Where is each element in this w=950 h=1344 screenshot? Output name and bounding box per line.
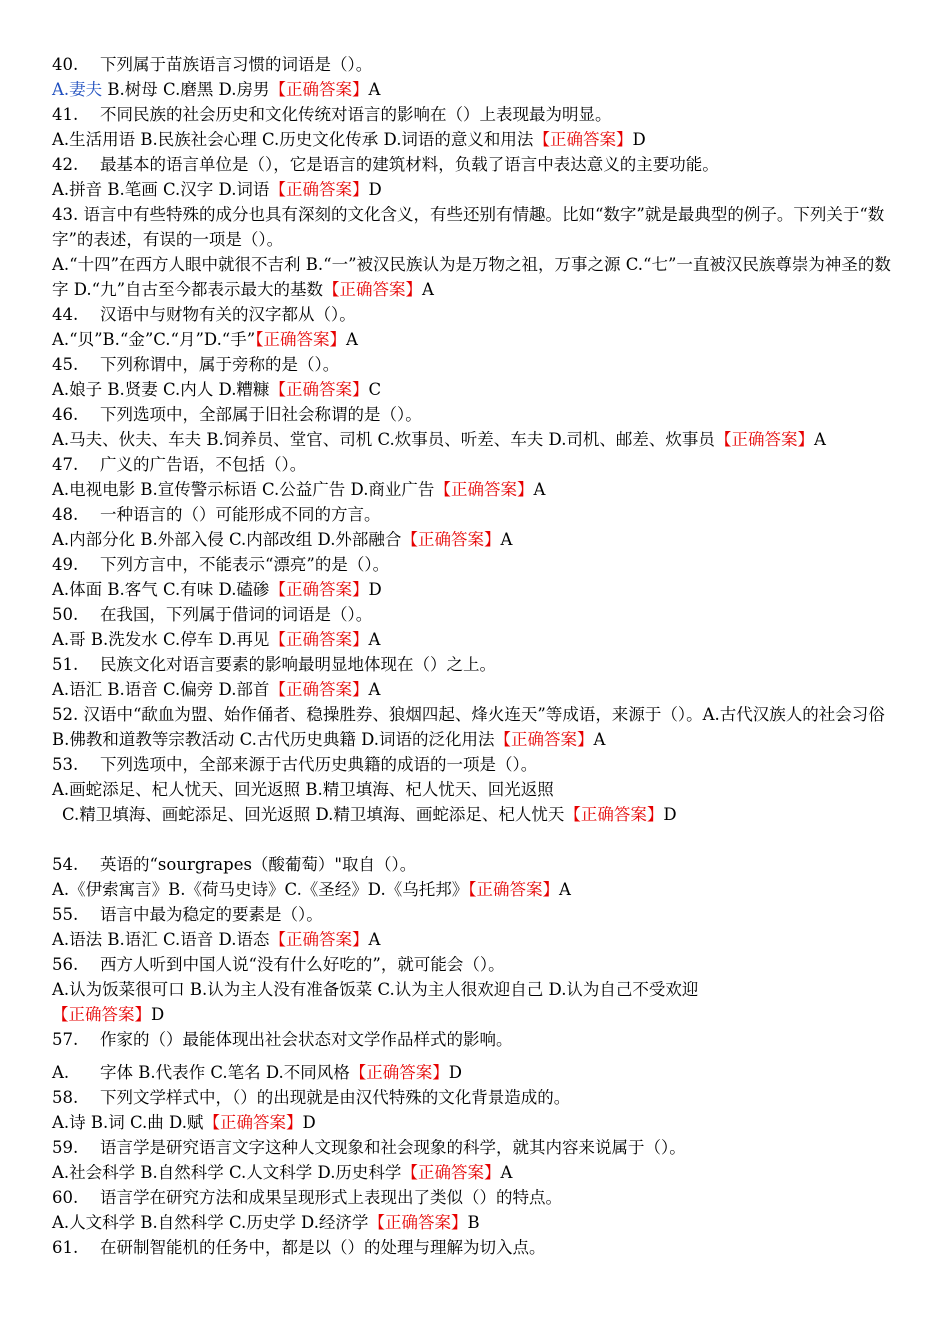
question-53: 53. 下列选项中，全部来源于古代历史典籍的成语的一项是（）。 bbox=[52, 755, 538, 774]
options-40: A.妻夫 B.树母 C.磨黑 D.房男【正确答案】A bbox=[52, 80, 381, 99]
document-page bbox=[52, 52, 897, 1260]
options-56: A.认为饭菜很可口 B.认为主人没有准备饭菜 C.认为主人很欢迎自己 D.认为自己不受欢迎 【正确答案】D bbox=[52, 980, 699, 1024]
answer-label: 【正确答案】 bbox=[269, 180, 369, 199]
answer-label: 【正确答案】 bbox=[434, 480, 534, 499]
answer-label: 【正确答案】 bbox=[714, 430, 814, 449]
option-a-40: A.妻夫 bbox=[52, 80, 103, 99]
answer-label: 【正确答案】 bbox=[564, 805, 664, 824]
question-54: 54. 英语的“sourgrapes（酸葡萄）"取自（）。 bbox=[52, 855, 417, 874]
options-59: A.社会科学 B.自然科学 C.人文科学 D.历史科学【正确答案】A bbox=[52, 1163, 513, 1182]
question-58: 58. 下列文学样式中，（）的出现就是由汉代特殊的文化背景造成的。 bbox=[52, 1088, 571, 1107]
options-45: A.娘子 B.贤妻 C.内人 D.糟糠【正确答案】C bbox=[52, 380, 382, 399]
question-59: 59. 语言学是研究语言文字这种人文现象和社会现象的科学，就其内容来说属于（）。 bbox=[52, 1138, 686, 1157]
question-45: 45. 下列称谓中，属于旁称的是（）。 bbox=[52, 355, 340, 374]
question-49: 49. 下列方言中，不能表示“漂亮”的是（）。 bbox=[52, 555, 390, 574]
options-48: A.内部分化 B.外部入侵 C.内部改组 D.外部融合【正确答案】A bbox=[52, 530, 513, 549]
answer-label: 【正确答案】 bbox=[269, 930, 369, 949]
options-49: A.体面 B.客气 C.有味 D.磕碜【正确答案】D bbox=[52, 580, 382, 599]
answer-label: 【正确答案】 bbox=[52, 1005, 151, 1024]
question-43: 43. 语言中有些特殊的成分也具有深刻的文化含义，有些还别有情趣。比如“数字”就是最典型的例子。下列关于“数字”的表述，有误的一项是（）。 bbox=[52, 205, 885, 249]
options-53-line2: C.精卫填海、画蛇添足、回光返照 D.精卫填海、画蛇添足、杞人忧天【正确答案】D bbox=[62, 805, 677, 824]
options-57: A. 字体 B.代表作 C.笔名 D.不同风格【正确答案】D bbox=[52, 1063, 463, 1082]
options-50: A.哥 B.洗发水 C.停车 D.再见【正确答案】A bbox=[52, 630, 381, 649]
answer-label: 【正确答案】 bbox=[368, 1213, 468, 1232]
answer-label: 【正确答案】 bbox=[401, 530, 501, 549]
options-46: A.马夫、伙夫、车夫 B.饲养员、堂官、司机 C.炊事员、听差、车夫 D.司机、邮差、炊事员【正确答案】A bbox=[52, 430, 826, 449]
question-44: 44. 汉语中与财物有关的汉字都从（）。 bbox=[52, 305, 356, 324]
answer-label: 【正确答案】 bbox=[494, 730, 594, 749]
answer-label: 【正确答案】 bbox=[269, 630, 369, 649]
question-52: 52. 汉语中“歃血为盟、始作俑者、稳操胜券、狼烟四起、烽火连天”等成语，来源于（）。A.古代汉族人的社会习俗 B.佛教和道教等宗教活动 C.古代历史典籍 D.词语的泛化用法【正确答案】A bbox=[52, 705, 885, 749]
question-47: 47. 广义的广告语，不包括（）。 bbox=[52, 455, 307, 474]
answer-label: 【正确答案】 bbox=[269, 80, 369, 99]
options-42: A.拼音 B.笔画 C.汉字 D.词语【正确答案】D bbox=[52, 180, 382, 199]
question-42: 42. 最基本的语言单位是（），它是语言的建筑材料，负载了语言中表达意义的主要功能。 bbox=[52, 155, 719, 174]
question-40: 40. 下列属于苗族语言习惯的词语是（）。 bbox=[52, 55, 373, 74]
question-60: 60. 语言学在研究方法和成果呈现形式上表现出了类似（）的特点。 bbox=[52, 1188, 562, 1207]
options-44: A.“贝”B.“金”C.“月”D.“手”【正确答案】A bbox=[52, 330, 358, 349]
options-41: A.生活用语 B.民族社会心理 C.历史文化传承 D.词语的意义和用法【正确答案】D bbox=[52, 130, 646, 149]
question-48: 48. 一种语言的（）可能形成不同的方言。 bbox=[52, 505, 381, 524]
answer-label: 【正确答案】 bbox=[203, 1113, 303, 1132]
answer-label: 【正确答案】 bbox=[468, 880, 559, 899]
question-46: 46. 下列选项中，全部属于旧社会称谓的是（）。 bbox=[52, 405, 422, 424]
answer-label: 【正确答案】 bbox=[533, 130, 633, 149]
spacer bbox=[52, 1052, 897, 1060]
question-57: 57. 作家的（）最能体现出社会状态对文学作品样式的影响。 bbox=[52, 1030, 513, 1049]
question-56: 56. 西方人听到中国人说“没有什么好吃的”，就可能会（）。 bbox=[52, 955, 505, 974]
question-50: 50. 在我国，下列属于借词的词语是（）。 bbox=[52, 605, 373, 624]
answer-label: 【正确答案】 bbox=[349, 1063, 449, 1082]
options-60: A.人文科学 B.自然科学 C.历史学 D.经济学【正确答案】B bbox=[52, 1213, 480, 1232]
answer-label: 【正确答案】 bbox=[269, 580, 369, 599]
answer-label: 【正确答案】 bbox=[255, 330, 346, 349]
options-53-line1: A.画蛇添足、杞人忧天、回光返照 B.精卫填海、杞人忧天、回光返照 bbox=[52, 780, 554, 799]
question-55: 55. 语言中最为稳定的要素是（）。 bbox=[52, 905, 323, 924]
answer-label: 【正确答案】 bbox=[269, 680, 369, 699]
spacer bbox=[52, 827, 897, 852]
options-55: A.语法 B.语汇 C.语音 D.语态【正确答案】A bbox=[52, 930, 381, 949]
question-41: 41. 不同民族的社会历史和文化传统对语言的影响在（）上表现最为明显。 bbox=[52, 105, 612, 124]
question-51: 51. 民族文化对语言要素的影响最明显地体现在（）之上。 bbox=[52, 655, 496, 674]
answer-label: 【正确答案】 bbox=[323, 280, 423, 299]
answer-label: 【正确答案】 bbox=[269, 380, 369, 399]
options-54: A.《伊索寓言》B.《荷马史诗》C.《圣经》D.《乌托邦》【正确答案】A bbox=[52, 880, 571, 899]
options-43: A.“十四”在西方人眼中就很不吉利 B.“一”被汉民族认为是万物之祖，万事之源 C.“七”一直被汉民族尊崇为神圣的数字 D.“九”自古至今都表示最大的基数【正确答案】A bbox=[52, 255, 891, 299]
options-47: A.电视电影 B.宣传警示标语 C.公益广告 D.商业广告【正确答案】A bbox=[52, 480, 546, 499]
options-58: A.诗 B.词 C.曲 D.赋【正确答案】D bbox=[52, 1113, 316, 1132]
options-51: A.语汇 B.语音 C.偏旁 D.部首【正确答案】A bbox=[52, 680, 381, 699]
question-61: 61. 在研制智能机的任务中，都是以（）的处理与理解为切入点。 bbox=[52, 1238, 546, 1257]
answer-label: 【正确答案】 bbox=[401, 1163, 501, 1182]
